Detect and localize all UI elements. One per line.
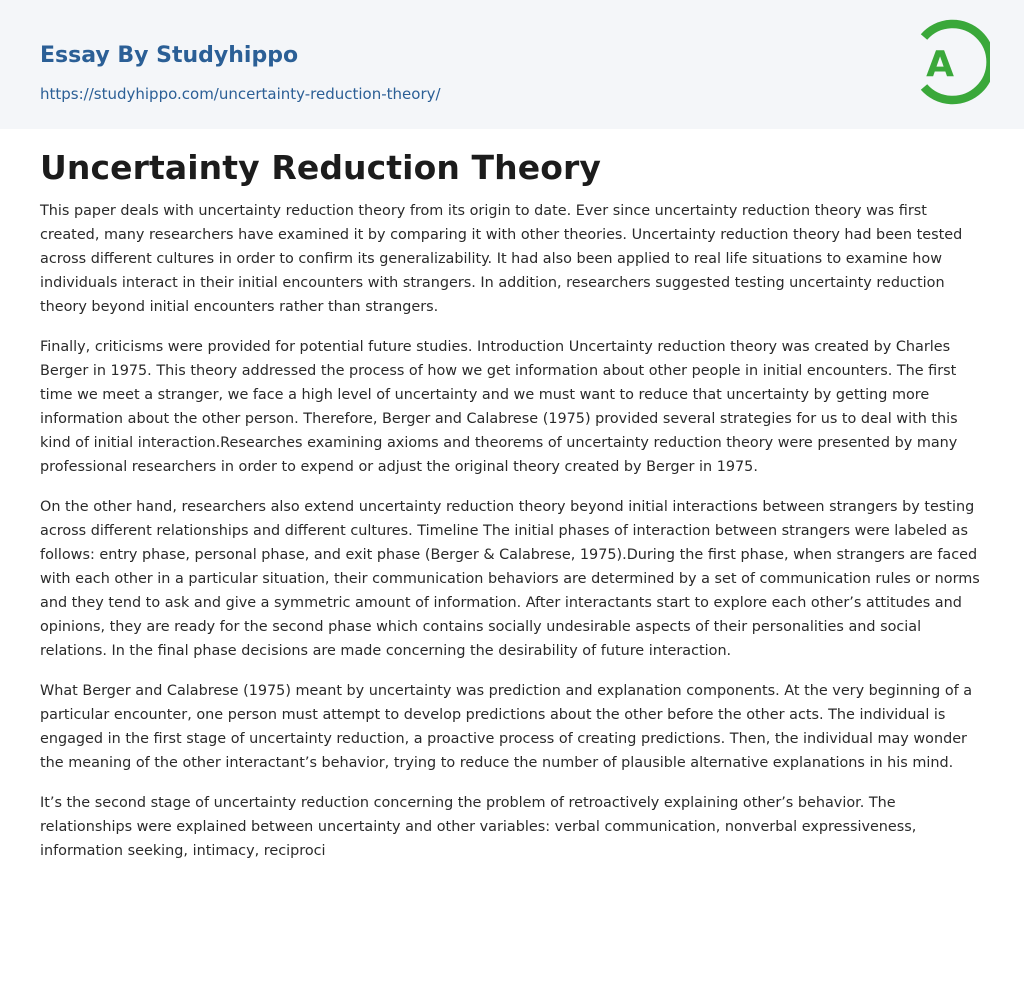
- site-brand: Essay By Studyhippo: [40, 43, 299, 68]
- paragraph: On the other hand, researchers also extend uncertainty reduction theory beyond initial interactions between strangers by testing across different relationships and different cultures. Timeline The initial phases of interaction between strangers were labeled as follows: entry phase, personal phase, and exit phase (Berger & Calabrese, 1975).During the first phase, when strangers are faced with each other in a particular situation, their communication behaviors are determined by a set of communication rules or norms and they tend to ask and give a symmetric amount of information. After interactants start to explore each other’s attitudes and opinions, they are ready for the second phase which contains socially undesirable aspects of their personalities and social relations. In the final phase decisions are made concerning the desirability of future interaction.: [40, 499, 980, 659]
- page-title: Uncertainty Reduction Theory: [40, 148, 601, 187]
- paragraph: It’s the second stage of uncertainty reduction concerning the problem of retroactively explaining other’s behavior. The relationships were explained between uncertainty and other variables: verbal communication, nonverbal expressiveness, information seeking, intimacy, reciproci: [40, 795, 917, 859]
- paragraph: Finally, criticisms were provided for potential future studies. Introduction Uncertainty reduction theory was created by Charles Berger in 1975. This theory addressed the process of how we get information about other people in initial encounters. The first time we meet a stranger, we face a high level of uncertainty and we must want to reduce that uncertainty by getting more information about the other person. Therefore, Berger and Calabrese (1975) provided several strategies for us to deal with this kind of initial interaction.Researches examining axioms and theorems of uncertainty reduction theory were presented by many professional researchers in order to expend or adjust the original theory created by Berger in 1975.: [40, 339, 958, 475]
- logo-icon[interactable]: [906, 18, 990, 106]
- paragraph: This paper deals with uncertainty reduction theory from its origin to date. Ever since uncertainty reduction theory was first created, many researchers have examined it by comparing it with other theories. Uncertainty reduction theory had been tested across different cultures in order to confirm its generalizability. It had also been applied to real life situations to examine how individuals interact in their initial encounters with strangers. In addition, researchers suggested testing uncertainty reduction theory beyond initial encounters rather than strangers.: [40, 203, 963, 315]
- site-header: [0, 0, 1024, 129]
- source-url-link[interactable]: https://studyhippo.com/uncertainty-reduction-theory/: [40, 85, 441, 103]
- logo-letter: A: [926, 44, 954, 85]
- paragraph: What Berger and Calabrese (1975) meant by uncertainty was prediction and explanation components. At the very beginning of a particular encounter, one person must attempt to develop predictions about the other before the other acts. The individual is engaged in the first stage of uncertainty reduction, a proactive process of creating predictions. Then, the individual may wonder the meaning of the other interactant’s behavior, trying to reduce the number of plausible alternative explanations in his mind.: [40, 683, 973, 771]
- article-content: [0, 147, 1024, 863]
